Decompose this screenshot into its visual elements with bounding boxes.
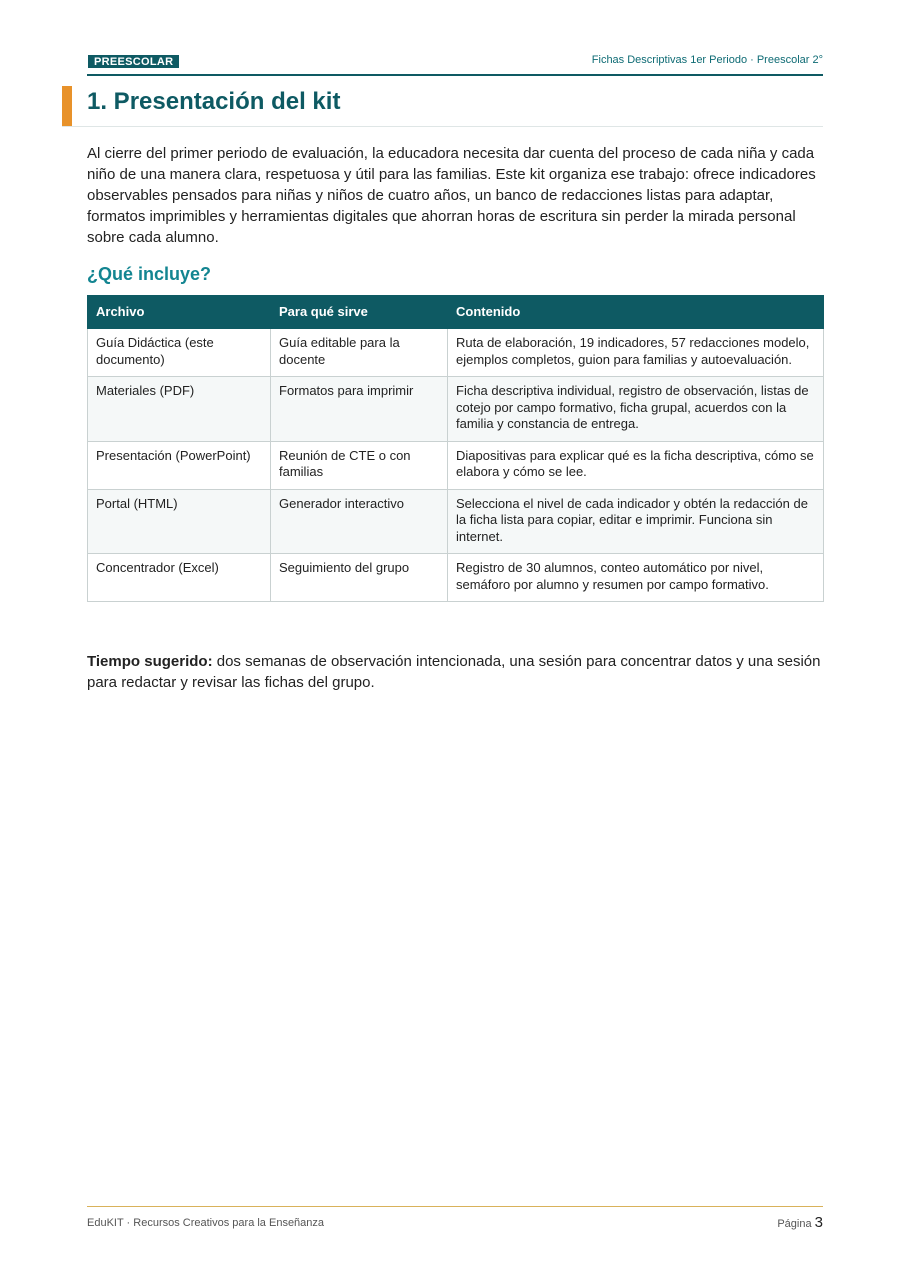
table-cell: Materiales (PDF) bbox=[88, 377, 271, 442]
level-badge: PREESCOLAR bbox=[88, 55, 179, 68]
table-cell: Reunión de CTE o con familias bbox=[271, 441, 448, 489]
table-row bbox=[88, 329, 824, 377]
table-cell: Formatos para imprimir bbox=[271, 377, 448, 442]
table-cell: Guía editable para la docente bbox=[271, 329, 448, 377]
table-row bbox=[88, 489, 824, 554]
suggested-time bbox=[87, 651, 827, 693]
section-title: 1. Presentación del kit bbox=[87, 88, 341, 115]
footer-brand: EduKIT · Recursos Creativos para la Enseñanza bbox=[87, 1217, 325, 1229]
table-cell: Seguimiento del grupo bbox=[271, 554, 448, 602]
table-cell: Guía Didáctica (este documento) bbox=[88, 329, 271, 377]
column-header: Contenido bbox=[448, 296, 824, 329]
title-accent-bar bbox=[62, 86, 72, 126]
table-row bbox=[88, 441, 824, 489]
column-header: Archivo bbox=[88, 296, 271, 329]
page-header bbox=[87, 54, 823, 76]
table-cell: Presentación (PowerPoint) bbox=[88, 441, 271, 489]
page-number: 3 bbox=[814, 1214, 823, 1231]
page-label: Página bbox=[777, 1218, 815, 1230]
column-header: Para qué sirve bbox=[271, 296, 448, 329]
table-header-row bbox=[88, 296, 824, 329]
table-cell: Portal (HTML) bbox=[88, 489, 271, 554]
table-cell: Ruta de elaboración, 19 indicadores, 57 redacciones modelo, ejemplos completos, guion para familias y autoevaluación. bbox=[448, 329, 824, 377]
table-row bbox=[88, 377, 824, 442]
table-cell: Generador interactivo bbox=[271, 489, 448, 554]
intro-paragraph: Al cierre del primer periodo de evaluación, la educadora necesita dar cuenta del proceso de cada niña y cada niño de una manera clara, respetuosa y útil para las familias. Este kit organiza ese trabajo: ofrece indicadores observables pensados para niñas y niños de cuatro años, un banco de redacciones listas para adaptar, formatos imprimibles y herramientas digitales que ahorran horas de escritura sin perder la mirada personal sobre cada alumno. bbox=[87, 145, 816, 246]
contents-table bbox=[87, 295, 824, 602]
table-cell: Ficha descriptiva individual, registro de observación, listas de cotejo por campo formativo, ficha grupal, acuerdos con la familia y constancia de entrega. bbox=[448, 377, 824, 442]
table-cell: Registro de 30 alumnos, conteo automático por nivel, semáforo por alumno y resumen por campo formativo. bbox=[448, 554, 824, 602]
running-title: Fichas Descriptivas 1er Periodo · Preescolar 2° bbox=[591, 54, 823, 66]
subheading: ¿Qué incluye? bbox=[87, 264, 212, 284]
page-number-block bbox=[777, 1214, 823, 1231]
table-cell: Selecciona el nivel de cada indicador y obtén la redacción de la ficha lista para copiar, editar e imprimir. Funciona sin internet. bbox=[448, 489, 824, 554]
table-row bbox=[88, 554, 824, 602]
page-footer bbox=[87, 1206, 823, 1235]
suggested-time-label: Tiempo sugerido: bbox=[87, 653, 213, 670]
table-cell: Concentrador (Excel) bbox=[88, 554, 271, 602]
section-title-block bbox=[62, 86, 823, 127]
table-cell: Diapositivas para explicar qué es la ficha descriptiva, cómo se elabora y cómo se lee. bbox=[448, 441, 824, 489]
suggested-time-text: dos semanas de observación intencionada, una sesión para concentrar datos y una sesión para redactar y revisar las fichas del grupo. bbox=[87, 653, 821, 691]
